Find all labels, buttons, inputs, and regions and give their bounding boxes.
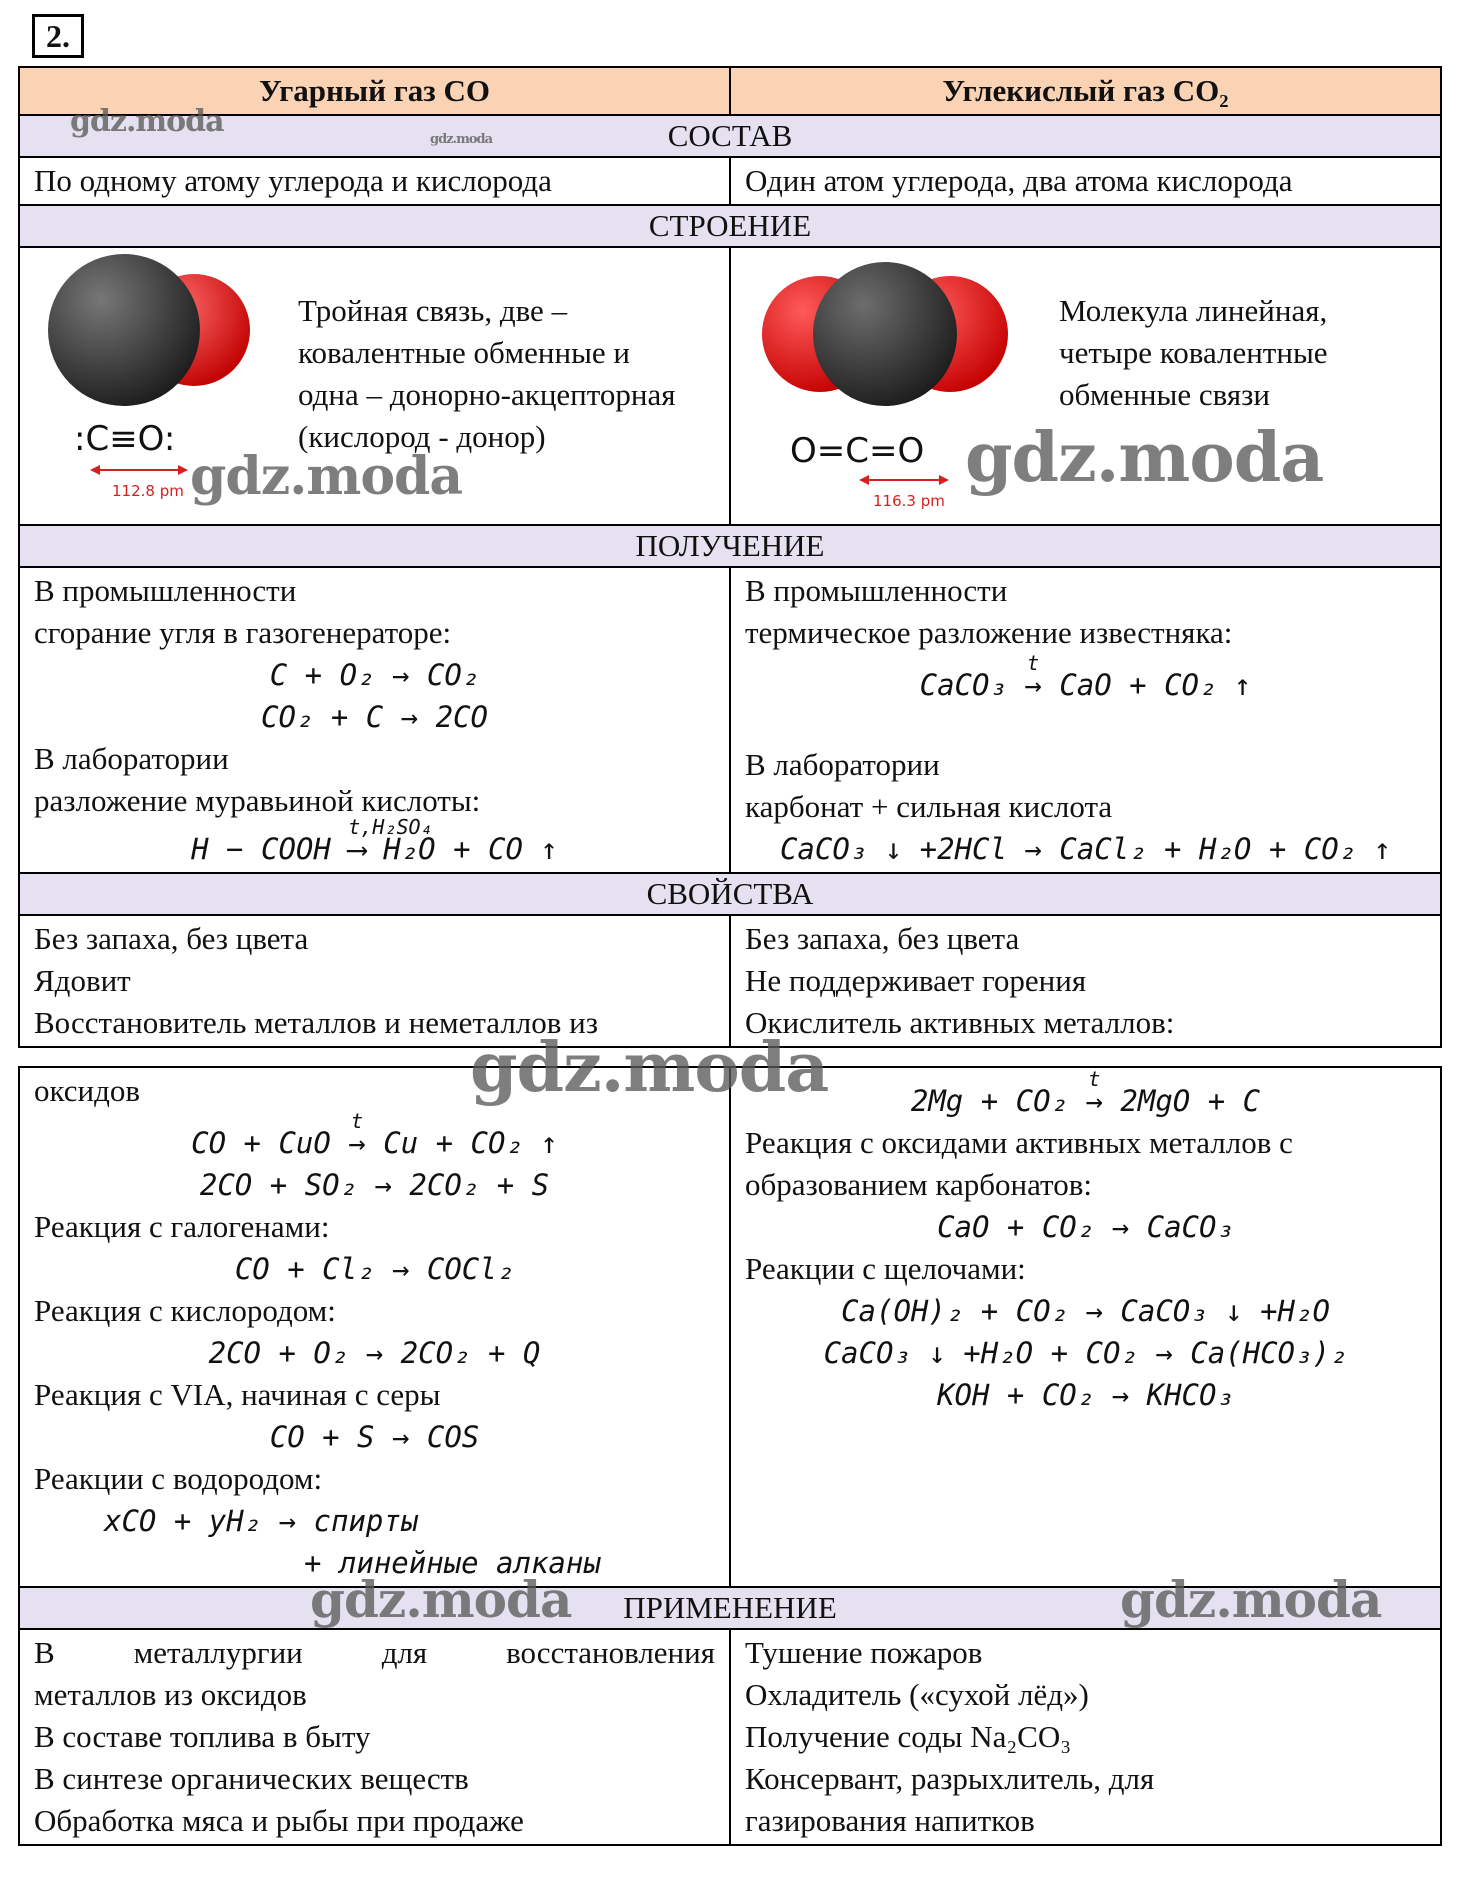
co-property: оксидов (34, 1073, 141, 1108)
co-property: Восстановитель металлов и неметаллов из (34, 1005, 598, 1040)
section-properties: СВОЙСТВА (20, 872, 1440, 914)
composition-co: По одному атому углерода и кислорода (34, 163, 552, 198)
comparison-table-part-2 (18, 1066, 1442, 1846)
co-equation-alcohols: xCO + yH₂ → спирты (104, 1504, 419, 1538)
equation-arrow: t → (1085, 1080, 1102, 1122)
equation-left: CaCO₃ (919, 668, 1007, 702)
co2-reaction-label: Реакция с оксидами активных металлов с образованием карбонатов: (745, 1125, 1293, 1202)
arrow-head-left (90, 465, 100, 475)
co2-application: Консервант, разрыхлитель, для (745, 1761, 1155, 1796)
arrow-head-right (178, 465, 188, 475)
co2-structure-text (1045, 250, 1328, 416)
co-application: В синтезе органических веществ (34, 1761, 469, 1796)
arrow-head-left (859, 475, 869, 485)
co2-equation-limestone (745, 651, 1426, 706)
watermark: gdz.moda (1120, 1570, 1382, 1629)
co2-bond-length: 116.3 pm (873, 492, 945, 510)
co2-equation-mg (745, 1068, 1426, 1122)
properties-co2-part-2 (729, 1068, 1440, 1586)
co-property: Без запаха, без цвета (34, 921, 309, 956)
co2-industry-method: термическое разложение известняка: (745, 615, 1233, 650)
co-equation: CO + Cl₂ → COCl₂ (234, 1252, 515, 1286)
co-bond-length: 112.8 pm (112, 482, 184, 500)
watermark: gdz.moda (70, 104, 224, 139)
header-co: Угарный газ CO (259, 73, 490, 108)
co-structure-line: Тройная связь, две – (298, 293, 568, 328)
co-equation: 2CO + O₂ → 2CO₂ + Q (208, 1336, 541, 1370)
co2-lab-label: В лаборатории (745, 747, 940, 782)
co-equation: CO + S → COS (269, 1420, 480, 1454)
co2-structural-formula: O=C=O (790, 431, 925, 471)
co-structure-line: одна – донорно-акцепторная (298, 377, 676, 412)
co-structure-line: ковалентные обменные и (298, 335, 630, 370)
co2-application: Получение соды Na₂CO₃ (745, 1719, 1072, 1754)
watermark: gdz.moda (470, 1028, 829, 1108)
watermark: gdz.moda (190, 446, 463, 507)
co-application: В составе топлива в быту (34, 1719, 371, 1754)
properties-co-part-2 (20, 1068, 729, 1586)
equation-right: H₂O + CO ↑ (383, 832, 558, 866)
co2-equation-acid: CaCO₃ ↓ +2HCl → CaCl₂ + H₂O + CO₂ ↑ (779, 832, 1392, 866)
co-reaction-label: Реакции с водородом: (34, 1461, 323, 1496)
properties-row-part-2 (20, 1068, 1440, 1586)
arrow-head-right (939, 475, 949, 485)
co2-equation: KOH + CO₂ → KHCO₃ (937, 1378, 1234, 1412)
co-reaction-label: Реакция с кислородом: (34, 1293, 336, 1328)
equation-condition: t (1088, 1068, 1101, 1091)
co-application: Обработка мяса и рыбы при продаже (34, 1803, 524, 1838)
equation-arrow: t → (348, 1122, 365, 1164)
co-industry-method: сгорание угля в газогенераторе: (34, 615, 452, 650)
section-production: ПОЛУЧЕНИЕ (20, 524, 1440, 566)
co2-reaction-label: Реакции с щелочами: (745, 1251, 1026, 1286)
co2-property: Без запаха, без цвета (745, 921, 1020, 956)
co-reaction-label: Реакция с VIA, начиная с серы (34, 1377, 441, 1412)
co2-property: Окислитель активных металлов: (745, 1005, 1175, 1040)
header-co2: Углекислый газ CO₂ (729, 68, 1440, 114)
composition-co2: Один атом углерода, два атома кислорода (729, 158, 1440, 204)
co-equation: CO₂ + C → 2CO (261, 700, 488, 734)
header-row (20, 68, 1440, 114)
equation-arrow: t → (1024, 664, 1041, 706)
co2-structure-line: четыре ковалентные (1059, 335, 1328, 370)
task-number: 2. (32, 14, 84, 58)
co2-equation: CaO + CO₂ → CaCO₃ (937, 1210, 1234, 1244)
application-row (20, 1628, 1440, 1844)
co-equation: 2CO + SO₂ → 2CO₂ + S (199, 1168, 550, 1202)
co-application: В металлургии для восстановления (34, 1635, 715, 1670)
section-composition: СОСТАВ (20, 114, 1440, 156)
watermark: gdz.moda (965, 418, 1324, 498)
application-co2 (729, 1630, 1440, 1844)
co-lab-method: разложение муравьиной кислоты: (34, 783, 481, 818)
production-co2 (729, 568, 1440, 872)
equation-right: CaO + CO₂ ↑ (1059, 668, 1252, 702)
carbon-atom (813, 262, 957, 406)
co2-equation: CaCO₃ ↓ +H₂O + CO₂ → Ca(HCO₃)₂ (823, 1336, 1348, 1370)
equation-condition: t (1027, 651, 1040, 675)
equation-right: 2MgO + C (1120, 1084, 1261, 1118)
equation-arrow: t,H₂SO₄ ⟶ (348, 828, 365, 870)
equation-left: 2Mg + CO₂ (910, 1084, 1069, 1118)
section-application: ПРИМЕНЕНИЕ (20, 1586, 1440, 1628)
production-row (20, 566, 1440, 872)
co-equation-alkanes: + линейные алканы (304, 1546, 601, 1580)
co-industry-label: В промышленности (34, 573, 297, 608)
carbon-atom (48, 254, 200, 406)
co2-lab-method: карбонат + сильная кислота (745, 789, 1113, 824)
equation-right: Cu + CO₂ ↑ (383, 1126, 558, 1160)
co2-structure-line: Молекула линейная, (1059, 293, 1328, 328)
co2-industry-label: В промышленности (745, 573, 1008, 608)
co2-property: Не поддерживает горения (745, 963, 1087, 998)
watermark: gdz.moda (430, 132, 493, 147)
co-equation-formic (34, 815, 715, 870)
properties-co-part-1 (20, 916, 729, 1046)
co2-structure-line: обменные связи (1059, 377, 1270, 412)
co-lewis-formula: :C≡O: (74, 419, 176, 459)
co-reaction-label: Реакция с галогенами: (34, 1209, 330, 1244)
co-equation: C + O₂ → CO₂ (269, 658, 480, 692)
co-structure-text (284, 250, 676, 458)
watermark: gdz.moda (310, 1570, 572, 1629)
section-structure: СТРОЕНИЕ (20, 204, 1440, 246)
application-co (20, 1630, 729, 1844)
co-application: металлов из оксидов (34, 1677, 307, 1712)
co2-application: Охладитель («сухой лёд») (745, 1677, 1089, 1712)
properties-row-part-1 (20, 914, 1440, 1046)
co2-application: Тушение пожаров (745, 1635, 983, 1670)
composition-row (20, 156, 1440, 204)
co-property: Ядовит (34, 963, 131, 998)
production-co (20, 568, 729, 872)
properties-co2-part-1 (729, 916, 1440, 1046)
equation-condition: t,H₂SO₄ (348, 815, 433, 839)
co-structure-line: (кислород - донор) (298, 419, 546, 454)
equation-left: H − COOH (191, 832, 331, 866)
co-lab-label: В лаборатории (34, 741, 229, 776)
equation-left: CO + CuO (191, 1126, 331, 1160)
co2-equation: Ca(OH)₂ + CO₂ → CaCO₃ ↓ +H₂O (841, 1294, 1330, 1328)
co-equation-cuo (34, 1109, 715, 1164)
comparison-table-part-1 (18, 66, 1442, 1048)
equation-condition: t (351, 1109, 364, 1133)
co2-application: газирования напитков (745, 1803, 1035, 1838)
